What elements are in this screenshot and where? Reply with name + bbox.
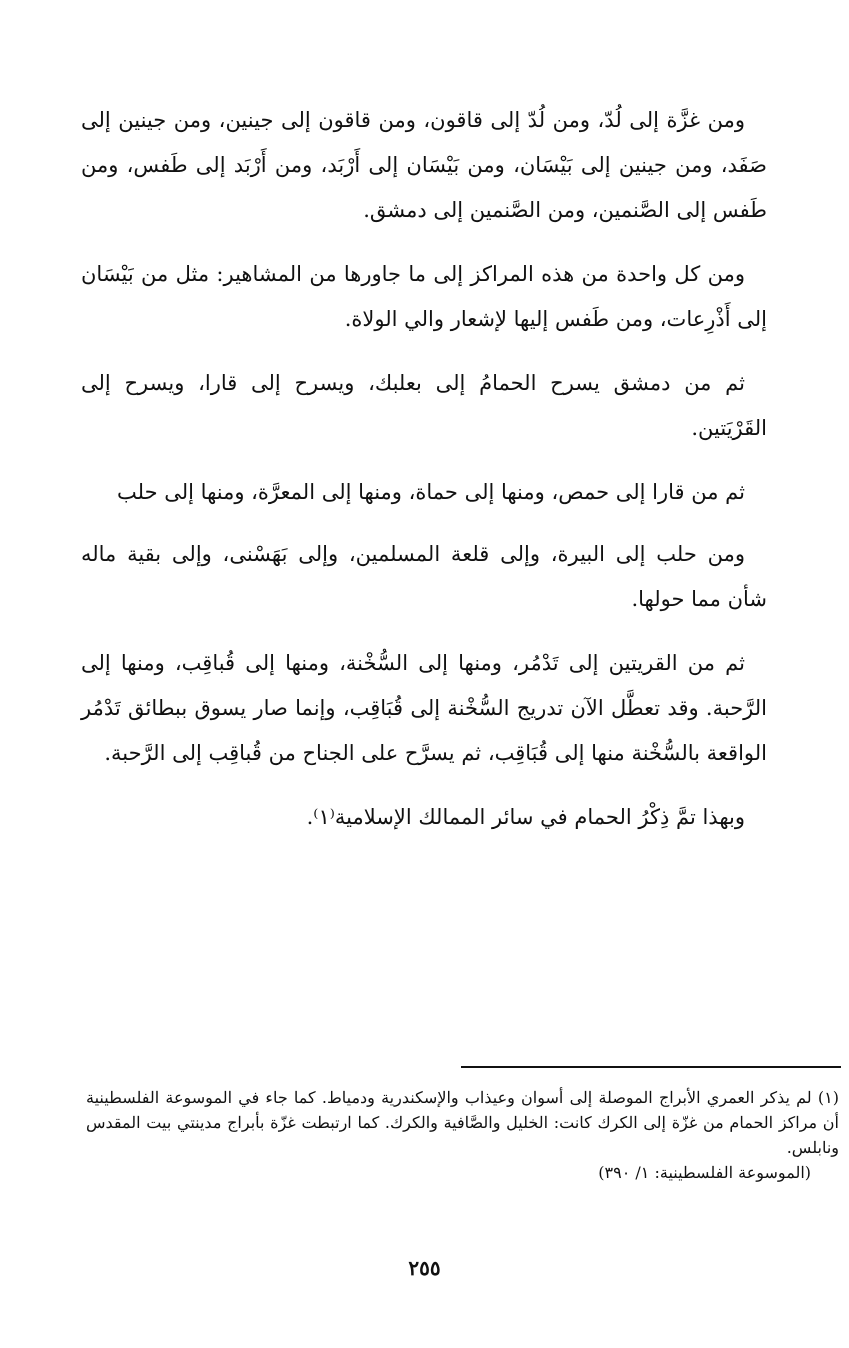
- paragraph-damascus-route: ثم من دمشق يسرح الحمامُ إلى بعلبك، ويسرح إلى قارا، ويسرح إلى القَرْيَتين.: [81, 371, 767, 440]
- footnote-number: (١): [817, 1088, 839, 1107]
- footnote-block: [86, 1085, 839, 1185]
- paragraph-aleppo-route: ومن حلب إلى البيرة، وإلى قلعة المسلمين، وإلى بَهَسْنى، وإلى بقية ماله شأن مما حولها.: [81, 542, 767, 611]
- paragraph-conclusion: وبهذا تمَّ ذِكْرُ الحمام في سائر الممالك الإسلامية⁽١⁾.: [306, 805, 745, 829]
- paragraph-gaza-route: ومن غزَّة إلى لُدّ، ومن لُدّ إلى قاقون، ومن قاقون إلى جينين، ومن جينين إلى صَفَد، ومن جينين إلى بَيْسَان، ومن بَيْسَان إلى أَرْبَد، ومن أَرْبَد إلى طَفس، ومن طَفس إلى الصَّنمين، ومن الصَّنمين إلى دمشق.: [81, 108, 767, 222]
- footnote-divider: [461, 1066, 841, 1068]
- paragraph-qaryatain-route: ثم من القريتين إلى تَدْمُر، ومنها إلى السُّخْنة، ومنها إلى قُباقِب، ومنها إلى الرَّحبة. وقد تعطَّل الآن تدريج السُّخْنة إلى قُبَاقِب، وإنما صار يسوق ببطائق تَدْمُر الواقعة بالسُّخْنة منها إلى قُبَاقِب، ثم يسرَّح على الجناح من قُباقِب إلى الرَّحبة.: [81, 651, 767, 765]
- footnote-paragraph: [86, 1085, 839, 1160]
- page-number: ٢٥٥: [408, 1256, 441, 1280]
- footnote-text: لم يذكر العمري الأبراج الموصلة إلى أسوان وعيذاب والإسكندرية ودمياط. كما جاء في الموسوعة الفلسطينية أن مراكز الحمام من غزّة إلى الكرك كانت: الخليل والصَّافية والكرك. كما ارتبطت غزّة بأبراج مدينتي بيت المقدس ونابلس.: [86, 1088, 839, 1157]
- paragraph-neighbor-centers: ومن كل واحدة من هذه المراكز إلى ما جاورها من المشاهير: مثل من بَيْسَان إلى أَذْرِعات، ومن طَفس إليها لإشعار والي الولاة.: [81, 262, 767, 331]
- main-text-block: [81, 98, 767, 859]
- paragraph-qara-route: ثم من قارا إلى حمص، ومنها إلى حماة، ومنها إلى المعرَّة، ومنها إلى حلب: [117, 480, 745, 504]
- footnote-source: (الموسوعة الفلسطينية: ١/ ٣٩٠): [598, 1163, 811, 1182]
